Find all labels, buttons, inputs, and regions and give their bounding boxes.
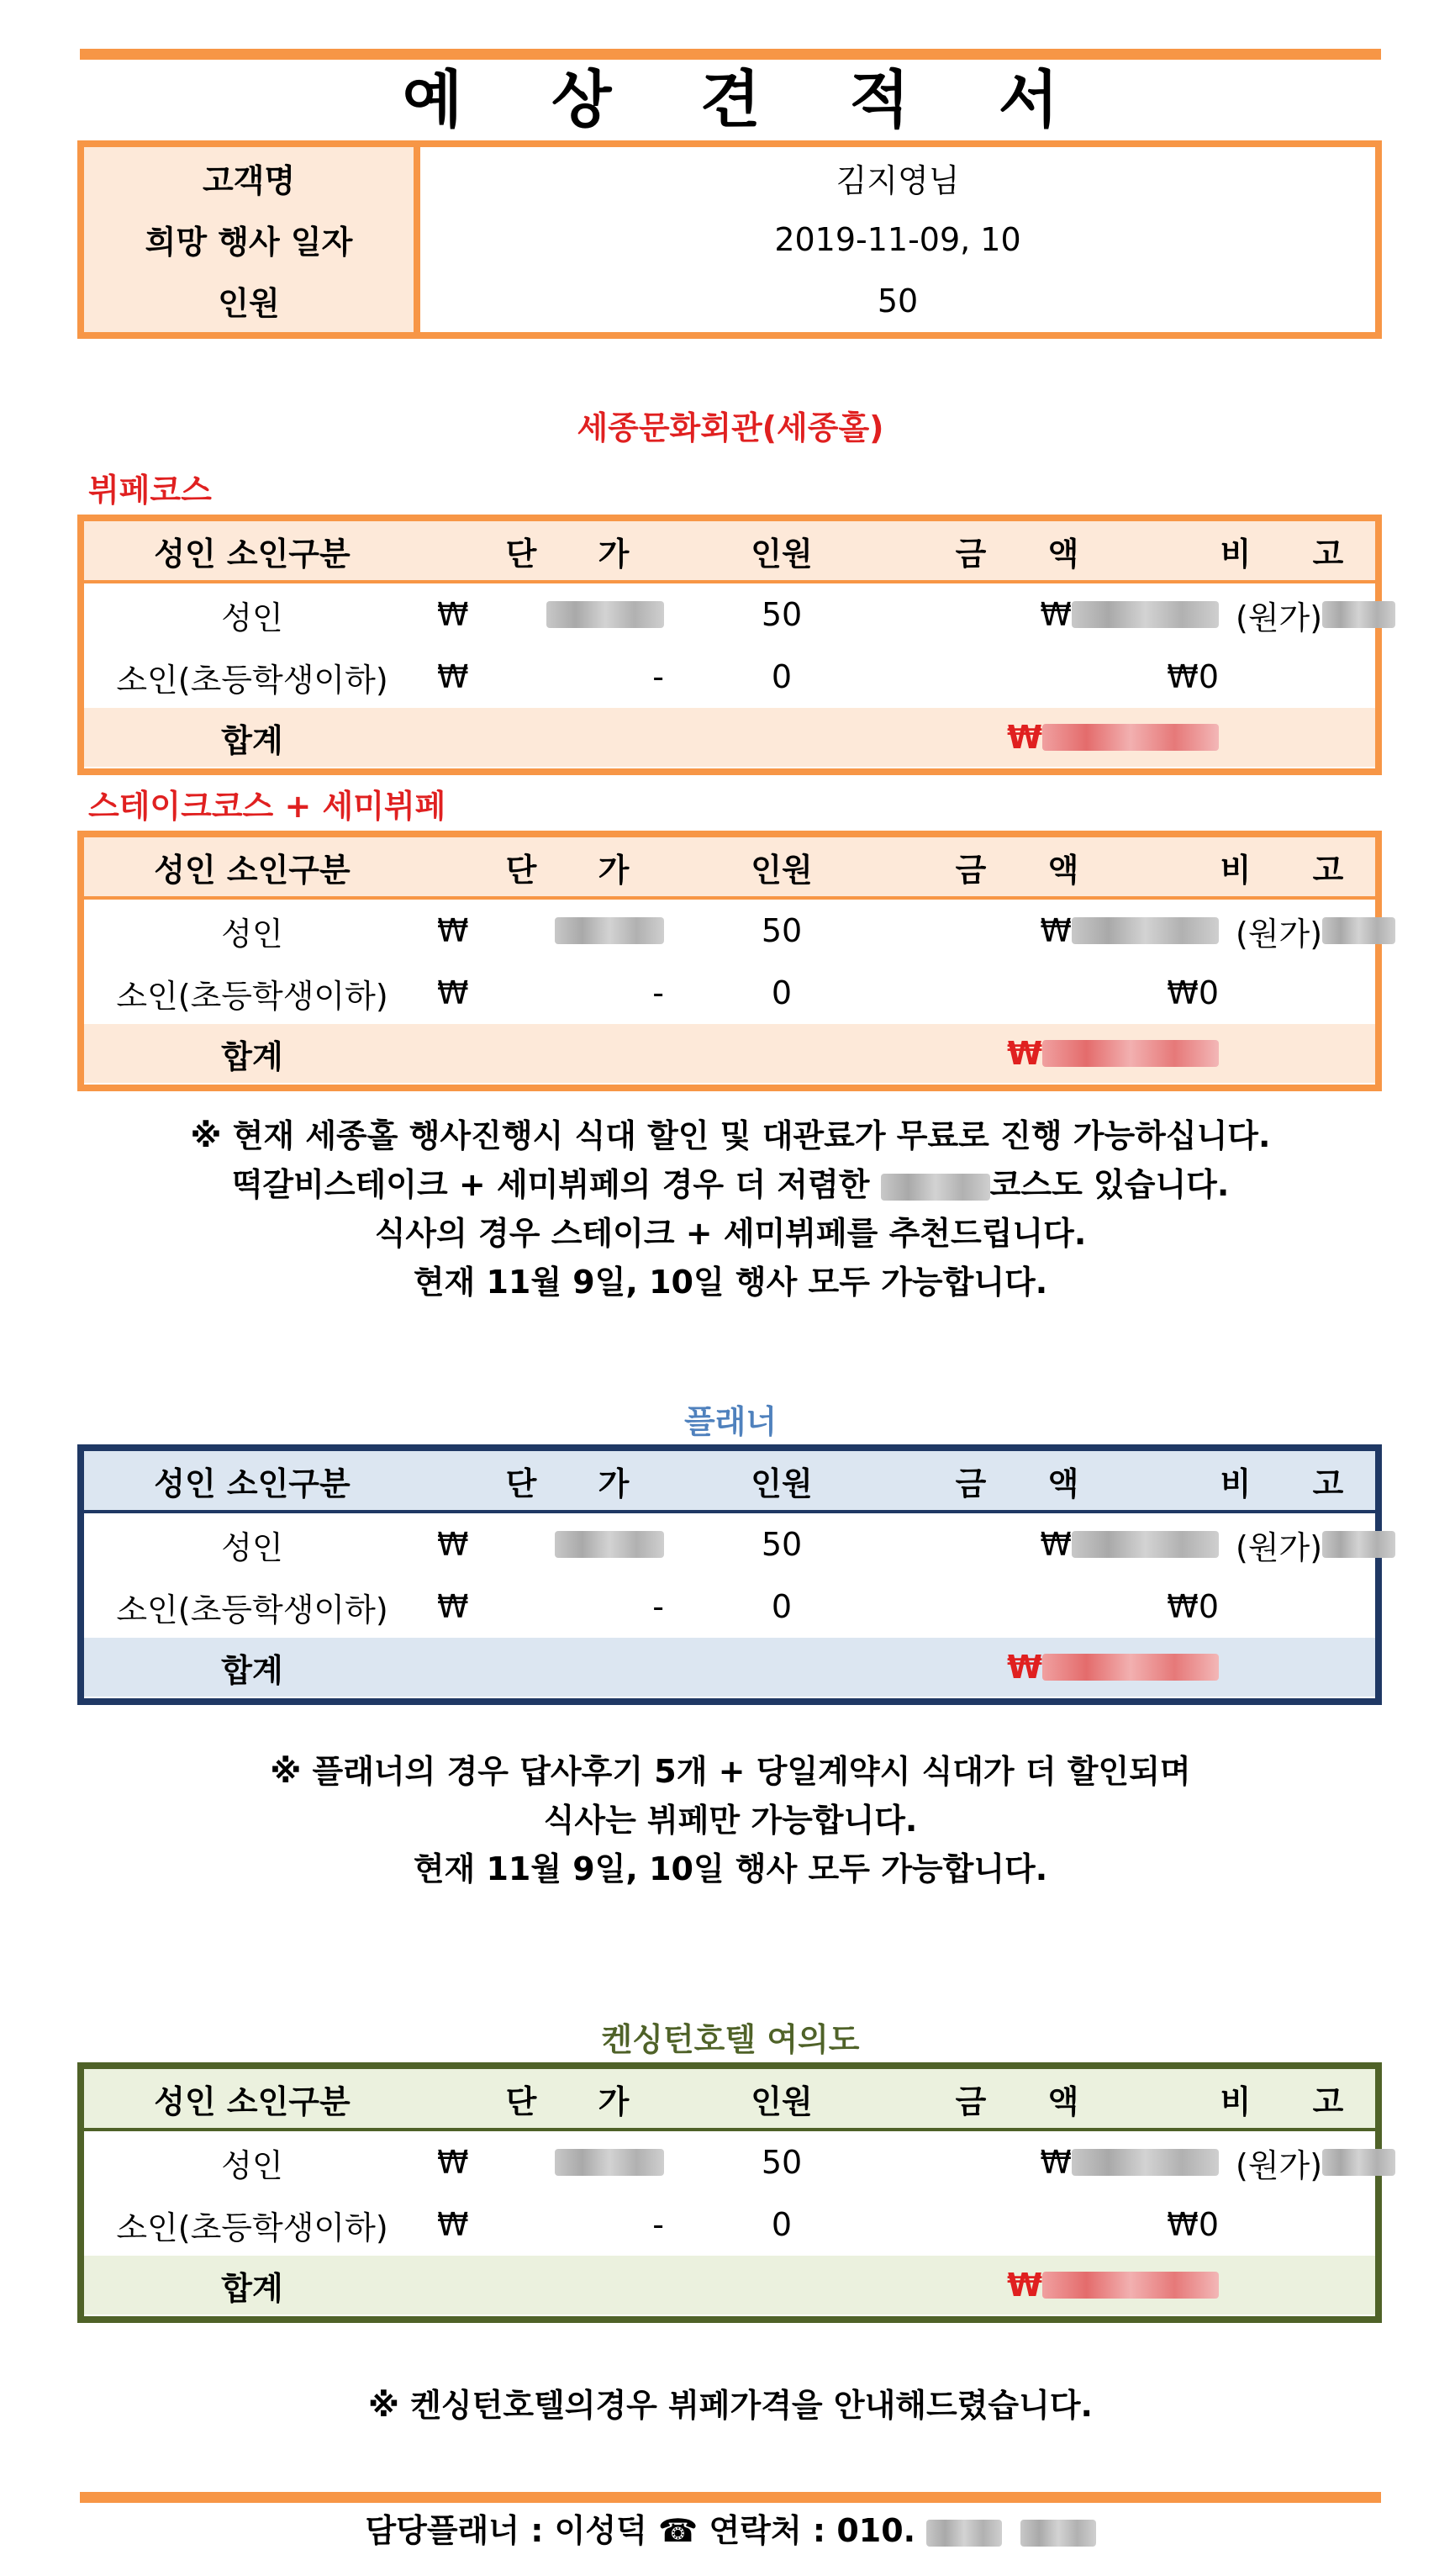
total-amount-redacted	[874, 2256, 1227, 2315]
qty-value: 50	[761, 912, 803, 949]
note-line: ※ 플래너의 경우 답사후기 5개 + 당일계약시 식대가 더 할인되며	[270, 1753, 1191, 1790]
row-label: 소인(초등학생이하)	[116, 2209, 388, 2246]
qty-value: 0	[771, 1588, 793, 1625]
table-row-total	[84, 708, 1375, 767]
row-label: 소인(초등학생이하)	[116, 977, 388, 1015]
won-sign: ₩	[1040, 912, 1072, 949]
header-note: 비 고	[1220, 2082, 1369, 2120]
unit-price-redacted	[471, 2131, 689, 2193]
note-line: 현재 11월 9일, 10일 행사 모두 가능합니다.	[413, 1850, 1048, 1887]
page-title: 예 상 견 적 서	[402, 64, 1093, 136]
steak-course-title: 스테이크코스 + 세미뷔페	[88, 788, 446, 825]
table-row-adult	[84, 1513, 1375, 1576]
row-label: 성인	[221, 1528, 283, 1566]
unit-price-value: -	[652, 2206, 664, 2243]
planner-contact	[80, 2505, 1381, 2556]
customer-info-values	[420, 147, 1375, 332]
row-label: 성인	[221, 599, 283, 636]
original-price	[1236, 1513, 1395, 1576]
planner-table	[77, 1444, 1382, 1705]
total-amount-redacted	[874, 1024, 1227, 1083]
customer-info-labels	[84, 147, 420, 332]
venue1-notes	[80, 1111, 1381, 1306]
guest-count-value: 50	[877, 282, 919, 319]
won-sign: ₩	[1007, 719, 1042, 756]
table-header	[84, 1451, 1375, 1513]
table-row-adult	[84, 2131, 1375, 2193]
header-qty: 인원	[751, 535, 813, 573]
won-sign: ₩	[437, 2206, 469, 2243]
venue1-title: 세종문화회관(세종홀)	[577, 409, 884, 446]
header-amount: 금 액	[955, 1465, 1104, 1502]
table-row-child	[84, 2193, 1375, 2256]
won-sign: ₩	[437, 1588, 469, 1625]
won-sign: ₩	[437, 658, 469, 695]
table-header	[84, 2069, 1375, 2131]
qty-value: 0	[771, 974, 793, 1011]
customer-name-label: 고객명	[202, 162, 296, 199]
total-amount-redacted	[874, 1638, 1227, 1697]
original-price-label: (원가)	[1236, 1528, 1323, 1566]
bottom-divider	[80, 2492, 1381, 2503]
table-header	[84, 837, 1375, 900]
header-category: 성인 소인구분	[154, 2082, 351, 2120]
amount-redacted	[874, 2131, 1227, 2193]
unit-price-redacted	[471, 1513, 689, 1576]
table-row-total	[84, 1638, 1375, 1697]
table-row-total	[84, 2256, 1375, 2315]
won-sign: ₩	[437, 2144, 469, 2181]
table-row-child	[84, 962, 1375, 1024]
won-sign: ₩	[1040, 596, 1072, 633]
planner-contact-text: 담당플래너 : 이성덕 ☎ 연락처 : 010.	[365, 2512, 916, 2549]
original-price-label: (원가)	[1236, 2146, 1323, 2184]
amount-redacted	[874, 900, 1227, 962]
row-label: 소인(초등학생이하)	[116, 1591, 388, 1628]
venue3-title: 켄싱턴호텔 여의도	[601, 2021, 860, 2058]
unit-price-value: -	[652, 974, 664, 1011]
event-date-value: 2019-11-09, 10	[774, 220, 1021, 258]
header-qty: 인원	[751, 851, 813, 889]
qty-value: 0	[771, 658, 793, 695]
header-note: 비 고	[1220, 1465, 1369, 1502]
original-price-label: (원가)	[1236, 915, 1323, 953]
header-note: 비 고	[1220, 535, 1369, 573]
header-category: 성인 소인구분	[154, 851, 351, 889]
qty-value: 50	[761, 596, 803, 633]
header-amount: 금 액	[955, 535, 1104, 573]
table-row-adult	[84, 900, 1375, 962]
won-sign: ₩	[437, 912, 469, 949]
original-price	[1236, 583, 1395, 646]
amount-value: ₩0	[1167, 1588, 1219, 1625]
table-row-child	[84, 646, 1375, 708]
row-label: 소인(초등학생이하)	[116, 661, 388, 699]
phone-redacted-1	[926, 2520, 1002, 2547]
unit-price-value: -	[652, 658, 664, 695]
note-line: 식사는 뷔페만 가능합니다.	[543, 1802, 918, 1839]
unit-price-value: -	[652, 1588, 664, 1625]
won-sign: ₩	[437, 974, 469, 1011]
table-row-adult	[84, 583, 1375, 646]
won-sign: ₩	[1007, 1035, 1042, 1072]
won-sign: ₩	[1007, 2267, 1042, 2304]
original-price	[1236, 900, 1395, 962]
won-sign: ₩	[437, 596, 469, 633]
note-line: 식사의 경우 스테이크 + 세미뷔페를 추천드립니다.	[374, 1215, 1087, 1252]
table-row-total	[84, 1024, 1375, 1083]
header-amount: 금 액	[955, 851, 1104, 889]
amount-redacted	[874, 1513, 1227, 1576]
original-price-label: (원가)	[1236, 599, 1323, 636]
venue2-notes	[80, 1747, 1381, 1893]
won-sign: ₩	[1040, 1526, 1072, 1563]
note-line: ※ 켄싱턴호텔의경우 뷔페가격을 안내해드렸습니다.	[368, 2387, 1093, 2424]
customer-info-table	[77, 140, 1382, 339]
won-sign: ₩	[437, 1526, 469, 1563]
qty-value: 50	[761, 1526, 803, 1563]
note-line: 현재 11월 9일, 10일 행사 모두 가능합니다.	[413, 1264, 1048, 1301]
phone-redacted-2	[1020, 2520, 1096, 2547]
guest-count-label: 인원	[218, 285, 280, 322]
header-unit-price: 단 가	[505, 1465, 655, 1502]
header-category: 성인 소인구분	[154, 1465, 351, 1502]
qty-value: 0	[771, 2206, 793, 2243]
note-line: ※ 현재 세종홀 행사진행시 식대 할인 및 대관료가 무료로 진행 가능하십니다.	[190, 1117, 1271, 1154]
event-date-label: 희망 행사 일자	[145, 224, 353, 261]
row-label: 성인	[221, 2146, 283, 2184]
header-unit-price: 단 가	[505, 535, 655, 573]
venue3-notes	[80, 2381, 1381, 2430]
header-qty: 인원	[751, 1465, 813, 1502]
customer-name-value: 김지영님	[836, 162, 960, 199]
header-qty: 인원	[751, 2082, 813, 2120]
header-amount: 금 액	[955, 2082, 1104, 2120]
qty-value: 50	[761, 2144, 803, 2181]
venue2-title: 플래너	[683, 1403, 778, 1440]
won-sign: ₩	[1007, 1649, 1042, 1686]
table-header	[84, 521, 1375, 583]
table-row-child	[84, 1576, 1375, 1638]
amount-value: ₩0	[1167, 974, 1219, 1011]
row-label: 합계	[221, 721, 283, 759]
buffet-course-title: 뷔페코스	[88, 472, 212, 509]
header-unit-price: 단 가	[505, 851, 655, 889]
row-label: 합계	[221, 1037, 283, 1075]
row-label: 합계	[221, 2269, 283, 2307]
header-category: 성인 소인구분	[154, 535, 351, 573]
header-unit-price: 단 가	[505, 2082, 655, 2120]
top-divider	[80, 49, 1381, 60]
row-label: 합계	[221, 1651, 283, 1689]
kensington-table	[77, 2062, 1382, 2323]
steak-course-table	[77, 831, 1382, 1091]
buffet-course-table	[77, 515, 1382, 775]
original-price	[1236, 2131, 1395, 2193]
amount-value: ₩0	[1167, 658, 1219, 695]
total-amount-redacted	[874, 708, 1227, 767]
amount-redacted	[874, 583, 1227, 646]
row-label: 성인	[221, 915, 283, 953]
won-sign: ₩	[1040, 2144, 1072, 2181]
unit-price-redacted	[471, 583, 689, 646]
unit-price-redacted	[471, 900, 689, 962]
header-note: 비 고	[1220, 851, 1369, 889]
note-line: 떡갈비스테이크 + 세미뷔페의 경우 더 저렴한 코스도 있습니다.	[231, 1166, 1230, 1203]
amount-value: ₩0	[1167, 2206, 1219, 2243]
